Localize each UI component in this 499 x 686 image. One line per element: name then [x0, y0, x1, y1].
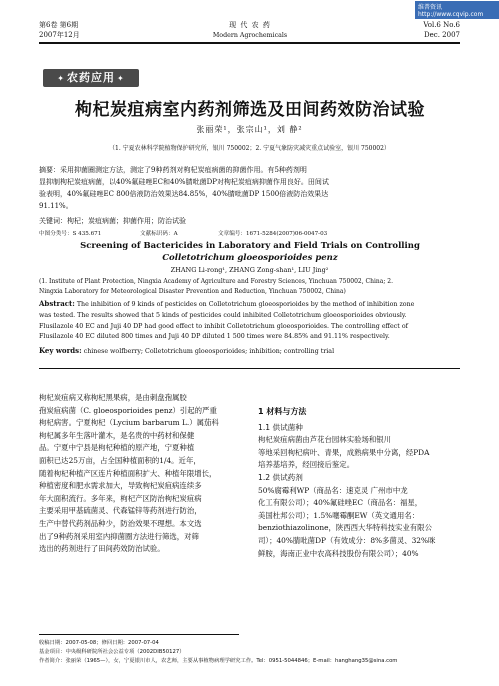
footnote [39, 639, 469, 666]
body-line: 生产中替代药剂品种少，防治效果不理想。本文选 [39, 518, 202, 528]
keywords-label: Key words: [39, 346, 82, 355]
keywords-cn: 关键词：枸杞；炭疽病菌；抑菌作用；防治试验 [39, 217, 186, 225]
watermark: 维普资讯 http://www.cqvip.com [415, 1, 499, 19]
body-line: 枸杞病害。宁夏枸杞（Lycium barbarum L.）属茄科 [39, 418, 219, 428]
paper-title: 枸杞炭疽病室内药剂筛选及田间药效防治试验 [75, 100, 425, 120]
abstract-line: 显抑制枸杞炭疽病菌，以40%氟硅唑EC和40%腈吡菌DP对枸杞炭疽病抑菌作用良好。田间试 [39, 178, 329, 186]
abstract-line: 91.11%。 [39, 202, 73, 210]
issue-date: 2007年12月 [39, 31, 80, 39]
body-line: 孢炭疽病菌（C. gloeosporioides penz）引起的严重 [39, 405, 217, 415]
body-line: 出了9种药剂采用室内抑菌圈方法进行筛选，对筛 [39, 531, 199, 541]
section-badge-label: 农药应用 [67, 71, 115, 84]
abstract-line: 验表明，40%氟硅唑EC 800倍液防治效果达84.85%，40%腈吡菌DP 1500倍液防治效果达 [39, 190, 329, 198]
section-heading: 1 材料与方法 [258, 407, 307, 416]
abstract-label: Abstract: [39, 299, 75, 308]
abstract-line: 摘要：采用抑菌圈测定方法，测定了9种药剂对枸杞炭疽病菌的抑菌作用。有5种药剂明 [39, 166, 307, 174]
footnote-fund: 基金项目：中央级科研院所社会公益专项（2002DIB50127） [39, 649, 185, 655]
body-line: 随着枸杞种植产区连片种植面积扩大、种植年限增长， [39, 468, 217, 478]
body-line: 品。宁夏中宁县是枸杞种植的原产地，宁夏种植 [39, 443, 195, 453]
abstract-line: Flusilazole 40 EC diluted 800 times and Juji 40 DP diluted 1 500 times were 84.85% and 91.11% respectively. [39, 333, 390, 341]
section-badge [43, 69, 139, 87]
volume-label: Vol.6 No.6 [423, 21, 460, 29]
english-authors: ZHANG Li-rong¹, ZHANG Zong-shan¹, LIU Jing² [170, 266, 329, 274]
date-en: Dec. 2007 [424, 31, 460, 39]
abstract-line: Flusilazole 40 EC and Juji 40 DP had good effect to inhibit Colletotrichum gloeosporioides. The controlling effect of [39, 322, 408, 330]
star-icon: ✦ [117, 74, 125, 83]
body-line: 选出的药剂进行了田间药效防治试验。 [39, 544, 165, 554]
star-icon: ✦ [57, 74, 65, 83]
keywords-text: chinese wolfberry; Colletotrichum gloeosporioides; inhibition; controlling trial [81, 348, 335, 355]
english-keywords [39, 346, 459, 358]
header-rule [39, 42, 460, 44]
body-line: 种植密度和肥水需求加大，导致枸杞炭疽病连续多 [39, 481, 202, 491]
methods-column [258, 406, 463, 560]
body-line: benziothiazolinone，陕西西大华特科技实业有限公 [258, 523, 432, 533]
journal-name-cn: 现 代 农 药 [229, 21, 271, 29]
body-line: 鲜胺，海南正业中农高科技股份有限公司）；40% [258, 548, 419, 558]
english-abstract [39, 299, 459, 343]
body-line: 司）；40%腈吡菌DP（有效成分：8%多菌灵、32%咪 [258, 535, 436, 545]
affiliation: （1. 宁夏农林科学院植物保护研究所，银川 750002；2. 宁夏气象防灾减灾重点试验室，银川 750002） [109, 145, 390, 152]
footnote-received: 收稿日期：2007-05-08；修回日期：2007-07-04 [39, 640, 159, 646]
issue-label: 第6卷 第6期 [39, 21, 79, 29]
subsection-heading: 1.2 供试药剂 [258, 472, 303, 482]
body-line: 主要采用甲基硫菌灵、代森锰锌等药剂进行防治， [39, 506, 202, 516]
abstract-line: The inhibition of 9 kinds of pesticides on Colletotrichum gloeosporioides by the method of inhibition zone [74, 301, 415, 308]
abstract-rule [39, 368, 460, 369]
english-affiliation-line: (1. Institute of Plant Protection, Ningxia Academy of Agriculture and Forestry Sciences, Yinchuan 750002, China; 2. [39, 278, 394, 285]
abstract-line: was tested. The results showed that 5 kinds of pesticides could inhibited Colletotrichum gloeosporioides obviously. [39, 311, 407, 319]
journal-name-en: Modern Agrochemicals [212, 32, 288, 39]
document-code: 文献标识码：A [140, 231, 178, 237]
footnote-author: 作者简介：张丽荣（1965—），女，宁夏银川市人，农艺师，主要从事植物病理学研究工作。Tel：0951-5044846；E-mail：hanghang35@sina.com [39, 658, 398, 664]
body-line: 枸杞属多年生落叶灌木，是名贵的中药材和保健 [39, 430, 195, 440]
body-line: 面积已达25万亩，占全国种植面积的1/4。近年， [39, 455, 201, 465]
article-number: 文章编号：1671-5284(2007)06-0047-03 [218, 231, 328, 237]
class-number: 中图分类号：S 435.671 [39, 231, 102, 237]
footnote-rule [39, 634, 239, 635]
body-line: 等地采回枸杞病叶、青果，成熟病果中分离，经PDA [258, 447, 430, 457]
english-affiliation-line: Ningxia Laboratory for Meteorological Disaster Prevention and Reduction, Yinchuan 750002, China) [39, 288, 346, 295]
authors: 张丽荣¹，张宗山¹，刘 静² [196, 125, 303, 134]
english-title: Screening of Bactericides in Laboratory and Field Trials on Controlling [80, 241, 420, 251]
body-line: 化工有限公司）；40%氟硅唑EC（商品名：福星， [258, 498, 423, 508]
body-line: 培养基培养，经回接后鉴定。 [258, 460, 355, 470]
intro-column [39, 392, 244, 556]
subsection-heading: 1.1 供试菌种 [258, 422, 303, 432]
body-line: 枸杞炭疽病又称枸杞黑果病，是由刺盘孢属胶 [39, 393, 187, 402]
english-affiliation [39, 277, 459, 297]
body-line: 50%腐霉利WP（商品名：速克灵 广州市中龙 [258, 485, 408, 495]
abstract-cn [39, 164, 459, 212]
english-title-line2: Colletotrichum gloeosporioides penz [162, 253, 338, 263]
body-line: 美国杜邦公司）；1.5%噻霉酮EW（英文通用名： [258, 510, 420, 520]
body-line: 年大面积流行。多年来，枸杞产区防治枸杞炭疽病 [39, 493, 202, 503]
body-line: 枸杞炭疽病菌由芦花台园林实验场和银川 [258, 435, 392, 445]
